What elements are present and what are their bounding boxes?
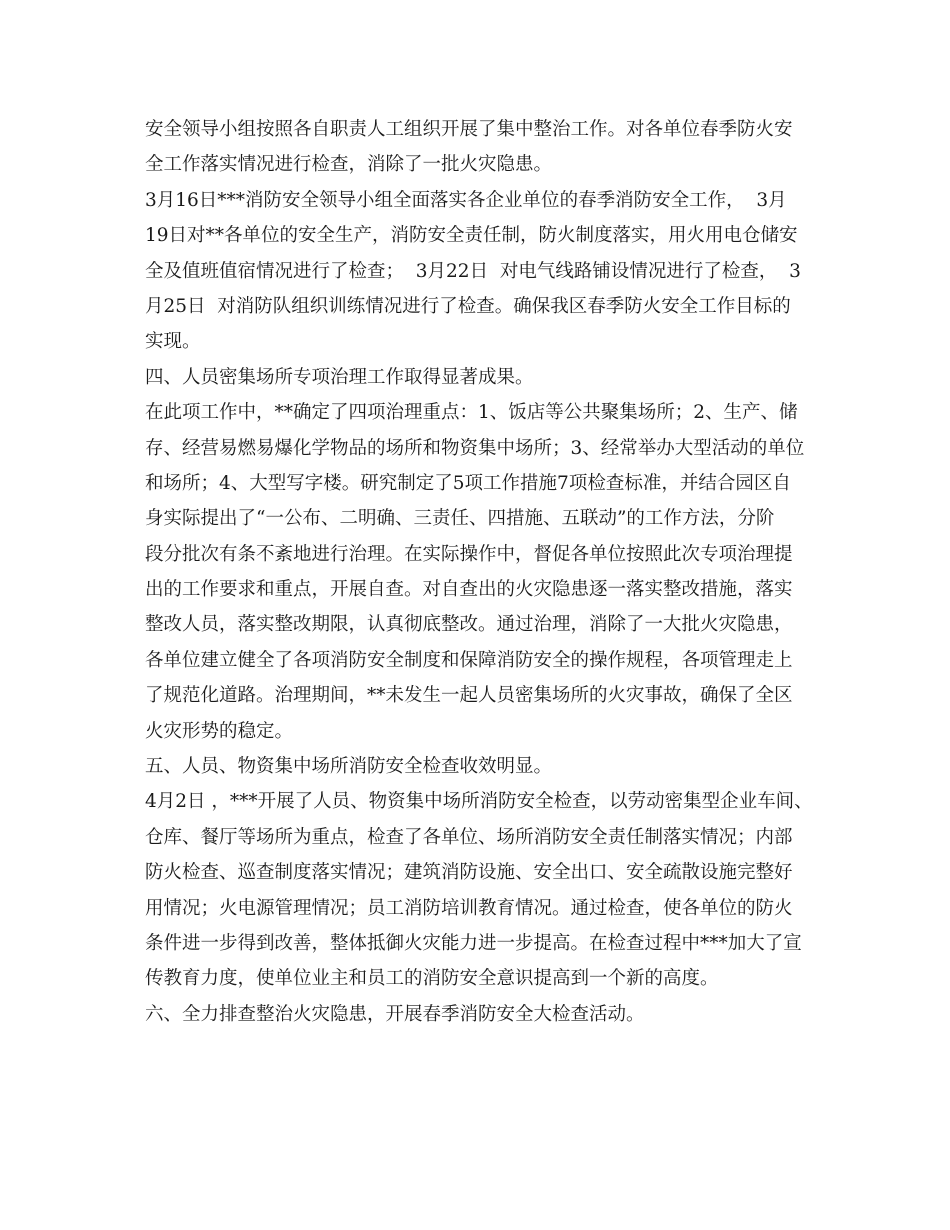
body-line: 19日对**各单位的安全生产，消防安全责任制，防火制度落实，用火用电仓储安 <box>145 225 798 247</box>
body-line: 火灾形势的稳定。 <box>145 720 294 742</box>
body-line: 全工作落实情况进行检查，消除了一批火灾隐患。 <box>145 154 553 176</box>
body-line: 在此项工作中，**确定了四项治理重点：1、饭店等公共聚集场所；2、生产、储 <box>145 402 798 424</box>
body-line: 了规范化道路。治理期间，**未发生一起人员密集场所的火灾事故，确保了全区 <box>145 685 793 707</box>
body-line: 全及值班值宿情况进行了检查； 3月22日 对电气线路铺设情况进行了检查， 3 <box>145 260 801 282</box>
body-line: 整改人员，落实整改期限，认真彻底整改。通过治理，消除了一大批火灾隐患， <box>145 614 793 636</box>
body-line: 仓库、餐厅等场所为重点，检查了各单位、场所消防安全责任制落实情况；内部 <box>145 826 793 848</box>
section-heading: 五、人员、物资集中场所消防安全检查收效明显。 <box>145 756 553 778</box>
section-heading: 六、全力排查整治火灾隐患，开展春季消防安全大检查活动。 <box>145 1003 645 1025</box>
body-line: 月25日 对消防队组织训练情况进行了检查。确保我区春季防火安全工作目标的 <box>145 295 791 317</box>
body-line: 身实际提出了“一公布、二明确、三责任、四措施、五联动”的工作方法，分阶 <box>145 508 775 530</box>
body-line: 实现。 <box>145 331 201 353</box>
document-body <box>145 112 845 1032</box>
section-heading: 四、人员密集场所专项治理工作取得显著成果。 <box>145 366 534 388</box>
body-line: 段分批次有条不紊地进行治理。在实际操作中，督促各单位按照此次专项治理提 <box>145 543 793 565</box>
body-line: 和场所；4、大型写字楼。研究制定了5项工作措施7项检查标准，并结合园区自 <box>145 472 791 494</box>
body-line: 出的工作要求和重点，开展自查。对自查出的火灾隐患逐一落实整改措施，落实 <box>145 579 793 601</box>
body-line: 条件进一步得到改善，整体抵御火灾能力进一步提高。在检查过程中***加大了宣 <box>145 932 802 954</box>
body-line: 存、经营易燃易爆化学物品的场所和物资集中场所；3、经常举办大型活动的单位 <box>145 437 805 459</box>
body-line: 传教育力度，使单位业主和员工的消防安全意识提高到一个新的高度。 <box>145 968 719 990</box>
body-line: 各单位建立健全了各项消防安全制度和保障消防安全的操作规程，各项管理走上 <box>145 649 793 671</box>
body-line: 3月16日***消防安全领导小组全面落实各企业单位的春季消防安全工作， 3月 <box>145 189 787 211</box>
body-line: 防火检查、巡查制度落实情况；建筑消防设施、安全出口、安全疏散设施完整好 <box>145 862 793 884</box>
body-line: 安全领导小组按照各自职责人工组织开展了集中整治工作。对各单位春季防火安 <box>145 119 793 140</box>
body-line: 4月2日 ，***开展了人员、物资集中场所消防安全检查，以劳动密集型企业车间、 <box>145 791 813 813</box>
body-line: 用情况；火电源管理情况；员工消防培训教育情况。通过检查，使各单位的防火 <box>145 897 793 919</box>
